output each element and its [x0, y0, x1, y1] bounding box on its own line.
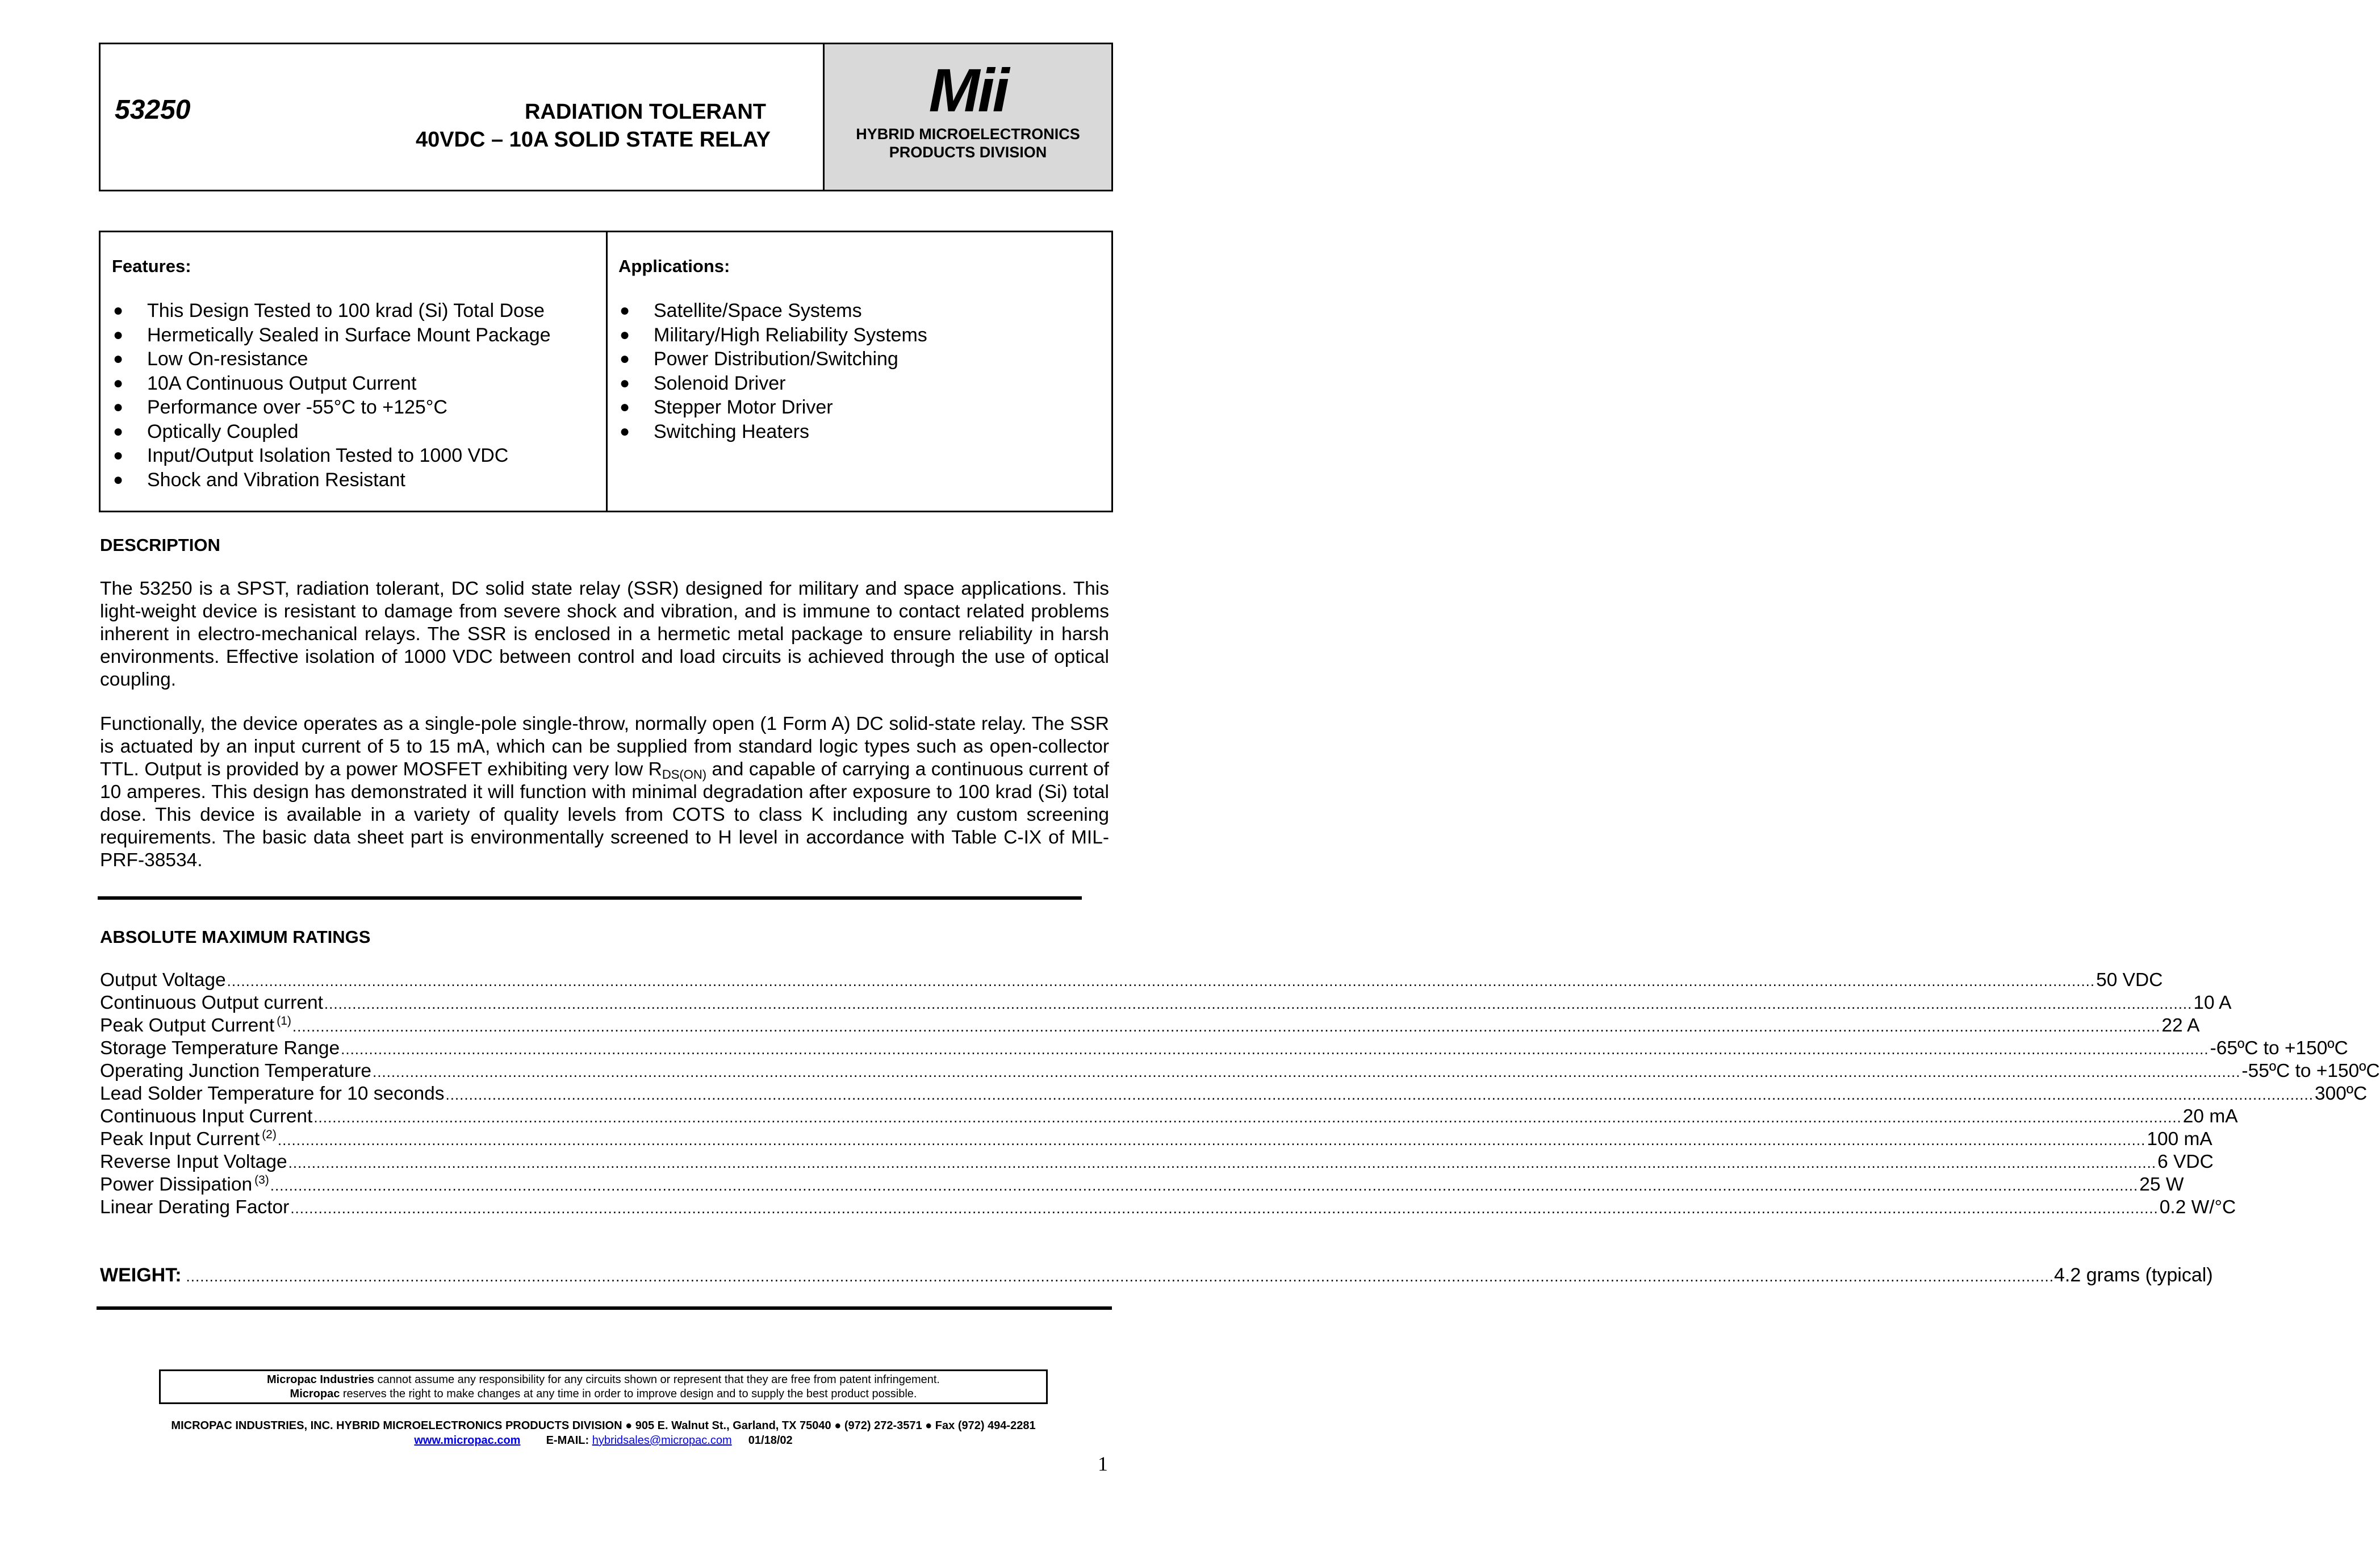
- email-label: E-MAIL:: [546, 1434, 589, 1447]
- list-item: ● Performance over -55°C to +125°C: [112, 395, 551, 420]
- rating-value: 50 VDC: [2096, 970, 2163, 991]
- rdson-subscript: DS(ON): [662, 767, 707, 782]
- disclaimer-line-1: Micropac Industries cannot assume any responsibility for any circuits shown or represent that they are free from patent infringement.: [267, 1373, 940, 1386]
- bullet-icon: ●: [113, 421, 124, 441]
- dot-leader: ................................................................................................................................................................................................................................................................................................................................................................................................................: [372, 1063, 2241, 1080]
- bullet-icon: ●: [620, 398, 630, 416]
- rating-value: 10 A: [2193, 992, 2232, 1013]
- rating-row: Reverse Input Voltage ................................................................................................................................................................................................................................................................................................................................................................................................................ 6 VDC: [100, 1151, 1097, 1173]
- section-divider: [98, 896, 1082, 900]
- description-paragraph-2: Functionally, the device operates as a single-pole single-throw, normally open (1 Form A) DC solid-state relay. The SSR is actuated by an input current of 5 to 15 mA, which can be supplied from standard logic types such as open-collector TTL. Output is provided by a power MOSFET exhibiting very low $R_{DS(ON)}$ and capable of carrying a continuous current of 10 amperes. This design has demonstrated it will function with minimal degradation after exposure to 100 krad (Si) total dose. This device is available in a variety of quality levels from COTS to class K including any custom screening requirements. The basic data sheet part is environmentally screened to H level in accordance with Table C-IX of MIL-PRF-38534.: [100, 713, 1109, 871]
- bullet-icon: ●: [113, 301, 124, 320]
- dot-leader: ................................................................................................................................................................................................................................................................................................................................................................................................................: [186, 1268, 2054, 1285]
- dot-leader: ................................................................................................................................................................................................................................................................................................................................................................................................................: [290, 1200, 2159, 1217]
- bullet-icon: ●: [620, 373, 630, 392]
- description-paragraph-1: The 53250 is a SPST, radiation tolerant, DC solid state relay (SSR) designed for military and space applications. This light-weight device is resistant to damage from severe shock and vibration, and is immune to contact related problems inherent in electro-mechanical relays. The SSR is enclosed in a hermetic metal package to ensure reliability in harsh environments. Effective isolation of 1000 VDC between control and load circuits is achieved through the use of optical coupling.: [100, 578, 1109, 690]
- dot-leader: ................................................................................................................................................................................................................................................................................................................................................................................................................: [227, 972, 2095, 989]
- bullet-icon: ●: [620, 325, 630, 344]
- part-number: 53250: [115, 95, 191, 125]
- rating-value: 25 W: [2139, 1174, 2184, 1195]
- disclaimer-box: [159, 1369, 1048, 1404]
- list-item: ● Optically Coupled: [112, 420, 551, 444]
- page-number: 1: [1098, 1452, 1108, 1475]
- list-item: ● Satellite/Space Systems: [618, 299, 927, 323]
- bullet-icon: ●: [113, 325, 124, 344]
- list-item: ● Input/Output Isolation Tested to 1000 VDC: [112, 444, 551, 468]
- revision-date: 01/18/02: [748, 1434, 793, 1447]
- list-item: ● Power Distribution/Switching: [618, 347, 927, 371]
- dot-leader: ................................................................................................................................................................................................................................................................................................................................................................................................................: [313, 1109, 2182, 1126]
- dot-leader: ................................................................................................................................................................................................................................................................................................................................................................................................................: [445, 1086, 2314, 1103]
- bullet-icon: ●: [113, 373, 124, 392]
- footnote-ref: (1): [277, 1014, 291, 1028]
- weight-label: WEIGHT:: [100, 1264, 182, 1286]
- rating-value: 6 VDC: [2157, 1151, 2214, 1172]
- list-item: ● Stepper Motor Driver: [618, 395, 927, 420]
- rating-row: Output Voltage ................................................................................................................................................................................................................................................................................................................................................................................................................ 50 VDC: [100, 969, 1097, 992]
- features-list: [112, 299, 551, 492]
- rating-row: Storage Temperature Range ................................................................................................................................................................................................................................................................................................................................................................................................................ -65ºC to +150ºC: [100, 1037, 1097, 1060]
- division-name-line-2: PRODUCTS DIVISION: [889, 144, 1047, 161]
- bullet-icon: ●: [620, 421, 630, 441]
- weight-value: 4.2 grams (typical): [2054, 1264, 2213, 1286]
- footnote-ref: (3): [254, 1173, 269, 1187]
- rating-value: 20 mA: [2182, 1106, 2238, 1127]
- mii-logo: Mii: [928, 56, 1007, 124]
- ratings-heading: ABSOLUTE MAXIMUM RATINGS: [100, 927, 371, 947]
- rating-value: 100 mA: [2147, 1129, 2212, 1150]
- footer-address: MICROPAC INDUSTRIES, INC. HYBRID MICROELECTRONICS PRODUCTS DIVISION ● 905 E. Walnut St., Garland, TX 75040 ● (972) 272-3571 ● Fax (972) 494-2281: [171, 1419, 1036, 1432]
- rating-value: -55ºC to +150ºC: [2241, 1060, 2380, 1081]
- applications-list: [618, 299, 927, 444]
- list-item: ● Hermetically Sealed in Surface Mount Package: [112, 323, 551, 348]
- title-line-2: 40VDC – 10A SOLID STATE RELAY: [415, 128, 771, 152]
- rating-row: Peak Output Current $^{(1)}$ ................................................................................................................................................................................................................................................................................................................................................................................................................ 22 A: [100, 1014, 1097, 1037]
- rating-row: Continuous Input Current ................................................................................................................................................................................................................................................................................................................................................................................................................ 20 mA: [100, 1105, 1097, 1128]
- features-column: [112, 232, 600, 511]
- applications-heading: Applications:: [618, 256, 730, 276]
- rating-value: 300ºC: [2314, 1083, 2368, 1104]
- list-item: ● Low On-resistance: [112, 347, 551, 371]
- ratings-list: [100, 969, 2380, 1219]
- rating-value: -65ºC to +150ºC: [2210, 1038, 2348, 1059]
- list-item: ● Military/High Reliability Systems: [618, 323, 927, 348]
- footer-contact: [0, 1434, 1207, 1447]
- rating-row: Power Dissipation $^{(3)}$ ................................................................................................................................................................................................................................................................................................................................................................................................................ 25 W: [100, 1173, 1097, 1196]
- weight-row: [100, 1264, 2213, 1289]
- header-box: [99, 43, 1113, 191]
- list-item: ● This Design Tested to 100 krad (Si) Total Dose: [112, 299, 551, 323]
- list-item: ● Shock and Vibration Resistant: [112, 468, 551, 492]
- applications-column: [618, 232, 1107, 511]
- list-item: ● Switching Heaters: [618, 420, 927, 444]
- dot-leader: ................................................................................................................................................................................................................................................................................................................................................................................................................: [341, 1041, 2209, 1058]
- bullet-icon: ●: [113, 470, 124, 489]
- footnote-ref: (2): [262, 1128, 277, 1141]
- rating-row: Peak Input Current $^{(2)}$ ................................................................................................................................................................................................................................................................................................................................................................................................................ 100 mA: [100, 1128, 1097, 1151]
- dot-leader: ................................................................................................................................................................................................................................................................................................................................................................................................................: [324, 995, 2193, 1012]
- division-name-line-1: HYBRID MICROELECTRONICS: [856, 126, 1080, 143]
- bullet-icon: ●: [113, 349, 124, 368]
- header-title-panel: [101, 44, 823, 190]
- disclaimer-line-2: Micropac reserves the right to make changes at any time in order to improve design and to supply the best product possible.: [290, 1388, 917, 1400]
- rating-row: Lead Solder Temperature for 10 seconds ................................................................................................................................................................................................................................................................................................................................................................................................................ 300ºC: [100, 1083, 1097, 1105]
- bullet-icon: ●: [113, 446, 124, 465]
- dot-leader: ................................................................................................................................................................................................................................................................................................................................................................................................................: [292, 1018, 2161, 1035]
- rating-value: 22 A: [2161, 1015, 2200, 1036]
- company-logo-panel: [823, 44, 1111, 190]
- website-link[interactable]: www.micropac.com: [414, 1434, 521, 1447]
- rating-row: Operating Junction Temperature ................................................................................................................................................................................................................................................................................................................................................................................................................ -55ºC to +150ºC: [100, 1060, 1097, 1083]
- description-heading: DESCRIPTION: [100, 535, 220, 555]
- dot-leader: ................................................................................................................................................................................................................................................................................................................................................................................................................: [288, 1154, 2157, 1171]
- features-applications-box: [99, 231, 1113, 512]
- dot-leader: ................................................................................................................................................................................................................................................................................................................................................................................................................: [270, 1177, 2139, 1194]
- features-heading: Features:: [112, 256, 191, 276]
- rating-value: 0.2 W/°C: [2159, 1197, 2236, 1218]
- bullet-icon: ●: [620, 349, 630, 368]
- list-item: ● 10A Continuous Output Current: [112, 371, 551, 396]
- column-divider: [606, 232, 608, 511]
- list-item: ● Solenoid Driver: [618, 371, 927, 396]
- bullet-icon: ●: [620, 301, 630, 320]
- section-divider: [97, 1306, 1112, 1310]
- bullet-icon: ●: [113, 398, 124, 416]
- dot-leader: ................................................................................................................................................................................................................................................................................................................................................................................................................: [277, 1131, 2146, 1148]
- rating-row: Continuous Output current ................................................................................................................................................................................................................................................................................................................................................................................................................ 10 A: [100, 992, 1097, 1014]
- rating-row: Linear Derating Factor ................................................................................................................................................................................................................................................................................................................................................................................................................ 0.2 W/°C: [100, 1196, 1097, 1219]
- title-line-1: RADIATION TOLERANT: [524, 100, 766, 124]
- email-link[interactable]: hybridsales@micropac.com: [592, 1434, 732, 1447]
